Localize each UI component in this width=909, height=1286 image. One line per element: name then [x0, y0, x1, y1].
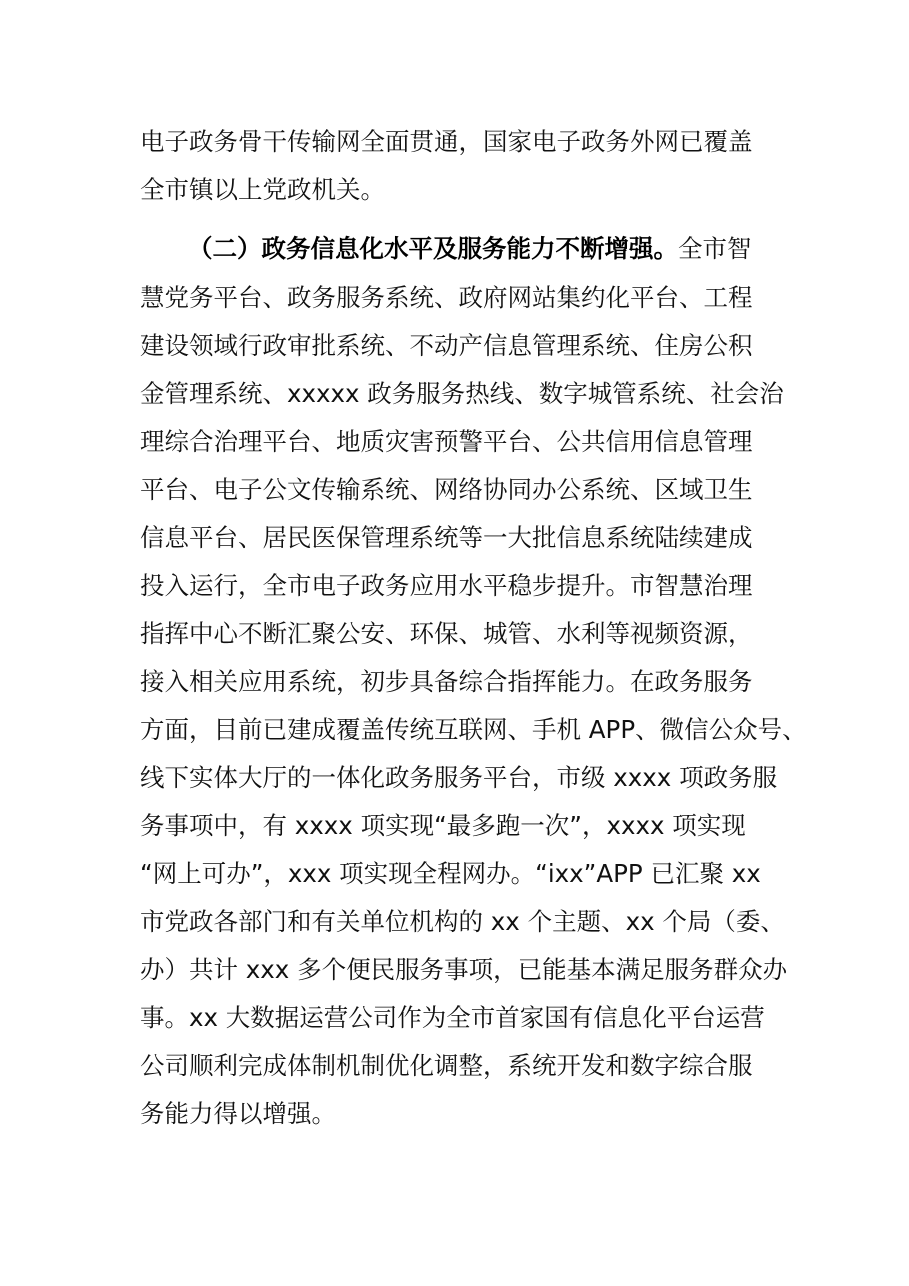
text-line-18: 事。xx 大数据运营公司作为全市首家国有信息化平台运营	[140, 1003, 765, 1032]
text-line-17: 办）共计 xxx 多个便民服务事项，已能基本满足服务群众办	[140, 955, 788, 984]
section-paragraph-first-line	[188, 229, 752, 269]
text-line-15: “网上可办”，xxx 项实现全程网办。“ixx”APP 已汇聚 xx	[140, 859, 761, 888]
text-line-2: 全市镇以上党政机关。	[140, 175, 385, 204]
text-line-10: 指挥中心不断汇聚公安、环保、城管、水利等视频资源，	[140, 619, 753, 648]
text-line-5: 金管理系统、xxxxx 政务服务热线、数字城管系统、社会治	[140, 379, 784, 408]
text-line-20: 务能力得以增强。	[140, 1099, 336, 1128]
text-line-7: 平台、电子公文传输系统、网络协同办公系统、区域卫生	[140, 475, 753, 504]
text-line-3: 慧党务平台、政务服务系统、政府网站集约化平台、工程	[140, 283, 753, 312]
section-heading: （二）政务信息化水平及服务能力不断增强。	[188, 234, 678, 263]
text-line-14: 务事项中，有 xxxx 项实现“最多跑一次”，xxxx 项实现	[140, 811, 746, 840]
text-line-8: 信息平台、居民医保管理系统等一大批信息系统陆续建成	[140, 523, 753, 552]
text-line-19: 公司顺利完成体制机制优化调整，系统开发和数字综合服	[140, 1051, 753, 1080]
text-line-6: 理综合治理平台、地质灾害预警平台、公共信用信息管理	[140, 427, 753, 456]
text-line-9: 投入运行，全市电子政务应用水平稳步提升。市智慧治理	[140, 571, 753, 600]
text-line-12: 方面，目前已建成覆盖传统互联网、手机 APP、微信公众号、	[140, 715, 807, 744]
section-first-line-rest: 全市智	[678, 234, 752, 263]
text-line-1: 电子政务骨干传输网全面贯通，国家电子政务外网已覆盖	[140, 127, 753, 156]
text-line-4: 建设领域行政审批系统、不动产信息管理系统、住房公积	[140, 331, 753, 360]
text-line-13: 线下实体大厅的一体化政务服务平台，市级 xxxx 项政务服	[140, 763, 778, 792]
text-line-11: 接入相关应用系统，初步具备综合指挥能力。在政务服务	[140, 667, 753, 696]
text-line-16: 市党政各部门和有关单位机构的 xx 个主题、xx 个局（委、	[140, 907, 785, 936]
